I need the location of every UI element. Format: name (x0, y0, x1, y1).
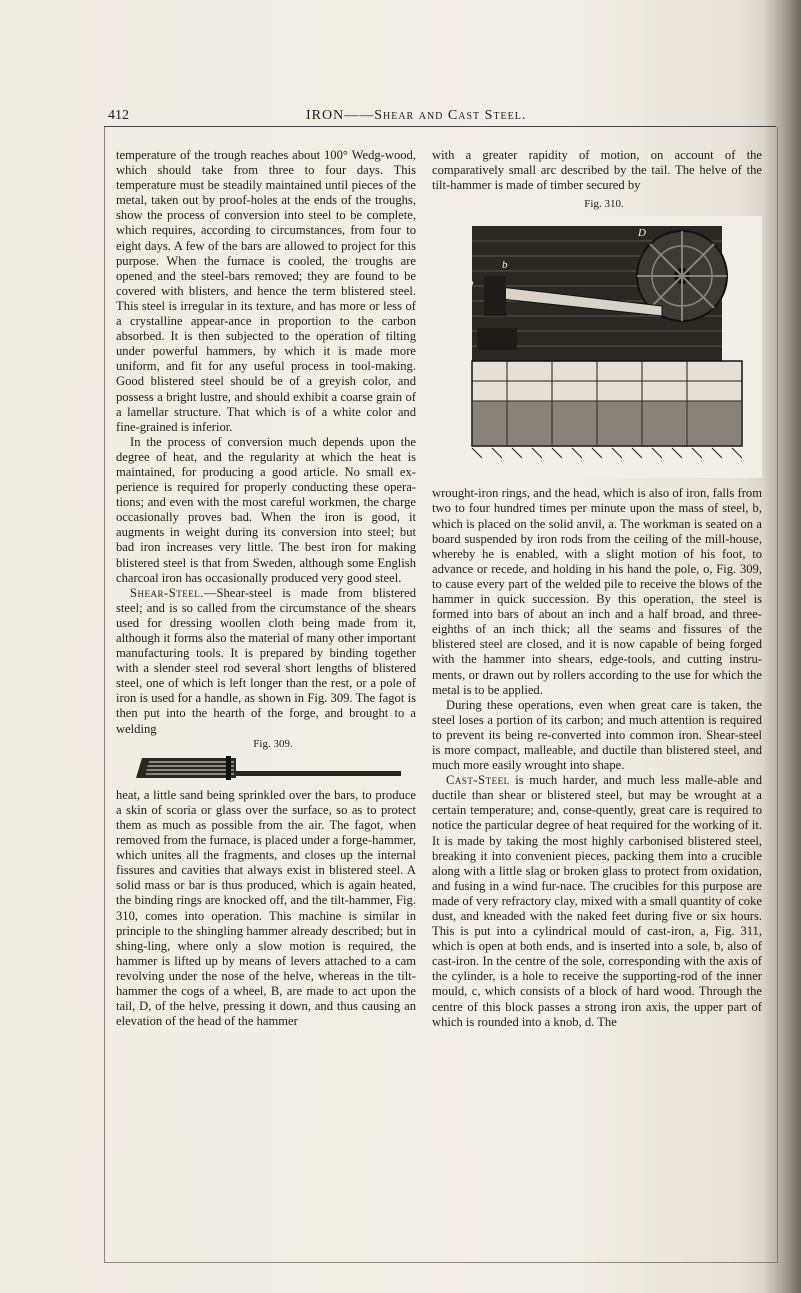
figure-label: D (638, 227, 646, 240)
figure-label: b (502, 259, 508, 272)
running-title: IRON——Shear and Cast Steel. (306, 108, 527, 123)
figure-caption-310: Fig. 310. (584, 198, 624, 211)
paragraph: In the process of conversion much depends upon the degree of heat, and the regularity at which the heat is maintained, for producing a good article. No small ex-perience is required for properly conducting these opera-tions; and even with the most careful workmen, the charge occasionally proves bad. When the iron is good, it augments in weight during its conversion into steel; but bad iron increases very little. The best iron for making blistered steel is that from Sweden, although some English charcoal iron has occasionally produced very good steel. (116, 434, 416, 585)
paragraph: heat, a little sand being sprinkled over the bars, to produce a skin of scoria or glass over the surface, so as to protect them as much as possible from the air. The fagot, when removed from the furnace, is placed under a forge-hammer, which unites all the fragments, and closes up the internal fissures and cavities that always exist in blistered steel. A solid mass or bar is thus produced, which is again heated, the binding rings are knocked off, and the tilt-hammer, Fig. 310, comes into operation. This machine is similar in principle to the shingling hammer already described; but in shing-ling, where only a slow motion is required, the hammer is lifted up by means of levers attached to a cam revolving under the nose of the helve, whereas in the tilt-hammer the cogs of a wheel, B, are made to act upon the tail, D, of the helve, pressing it down, and thus causing an elevation of the head of the hammer (116, 787, 416, 1029)
page-number: 412 (108, 108, 129, 123)
figure-310-tilt-hammer-illustration (432, 216, 762, 478)
paragraph: During these operations, even when great care is taken, the steel loses a portion of its carbon; and much attention is required to prevent its being re-converted into common iron. Shear-steel is more compact, malleable, and ductile than blistered steel, and much more easily wrought into shape. (432, 697, 762, 773)
figure-label: a (462, 329, 468, 342)
figure-caption-309: Fig. 309. (253, 737, 293, 750)
section-heading-cast-steel: Cast-Steel (446, 773, 510, 788)
left-column (116, 148, 416, 1029)
section-heading-shear-steel: Shear-Steel. (130, 585, 204, 600)
right-column (432, 148, 762, 1030)
paragraph: wrought-iron rings, and the head, which is also of iron, falls from two to four hundred times per minute upon the mass of steel, b, which is placed on the solid anvil, a. The workman is seated on a board suspended by iron rods from the ceiling of the mill-house, whereby he is enabled, with a slight motion of his foot, to advance or recede, and holding in his hand the pole, o, Fig. 309, to cause every part of the welded pile to receive the blows of the hammer in quick succession. By this operation, the steel is formed into bars of about an inch and a half broad, and three-eighths of an inch thick; all the seams and fissures of the blistered steel are closed, and it is now capable of being forged with the hammer into shears, edge-tools, and cutting instru-ments, or drawn out by rollers according to the use for which the metal is to be applied. (432, 486, 762, 697)
paragraph: temperature of the trough reaches about 100° Wedg-wood, which should take from three to four days. This temperature must be steadily maintained until pieces of the metal, taken out by proof-holes at the ends of the troughs, show the process of conversion into steel to be complete, which requires, according to circumstances, from four to eight days. A few of the bars are allowed to project for this purpose. When the furnace is cooled, the troughs are opened and the steel-bars removed; they are found to be covered with blisters, and hence the term blistered steel. This steel is irregular in its texture, and has more or less of a crystalline appear-ance in proportion to the carbon absorbed. It is then subjected to the operation of tilting under powerful hammers, by which it is made more uniform, and fit for any useful process in tool-making. Good blistered steel should be of a greyish color, and possess a bright lustre, and should exhibit a coarse grain of a lamellar structure. That which is of a white color and fine-grained is inferior. (116, 148, 416, 434)
figure-309-fagot-illustration (116, 752, 416, 782)
paragraph: with a greater rapidity of motion, on account of the comparatively small arc described by the tail. The helve of the tilt-hammer is made of timber secured by (432, 148, 762, 193)
paragraph: is much harder, and much less malle-able and ductile than shear or blistered steel, but may be wrought at a certain temperature; and, conse-quently, great care is required to notice the particular degree of heat required for the working of it. It is made by taking the most highly carbonised blistered steel, breaking it into convenient pieces, packing them into a crucible along with a little slag or broken glass to protect from oxidation, and fusing in a wind fur-nace. The crucibles for this purpose are made of very refractory clay, mixed with a small quantity of coke dust, and kneaded with the naked feet during five or six hours. This is put into a cylindrical mould of cast-iron, a, Fig. 311, which is open at both ends, and is inserted into a sole, b, also of cast-iron. In the centre of the sole, corresponding with the axis of the cylinder, is a hole to receive the supporting-rod of the inner mould, c, which consists of a block of hard wood. Through the centre of this block passes a strong iron axis, the upper part of which is rounded into a knob, d. The (432, 773, 762, 1029)
figure-label: b (468, 277, 474, 290)
page-edge-shadow (763, 0, 801, 1293)
paragraph: —Shear-steel is made from blistered steel; and is so called from the circumstance of the shears used for dressing woollen cloth being made from it, although it forms also the material of many other important manufacturing tools. It is prepared by binding together with a slender steel rod several short lengths of blistered steel, one of which is left longer than the rest, or a pole of iron is used for a handle, as shown in Fig. 309. The fagot is then put into the hearth of the forge, and brought to a welding (116, 585, 416, 736)
